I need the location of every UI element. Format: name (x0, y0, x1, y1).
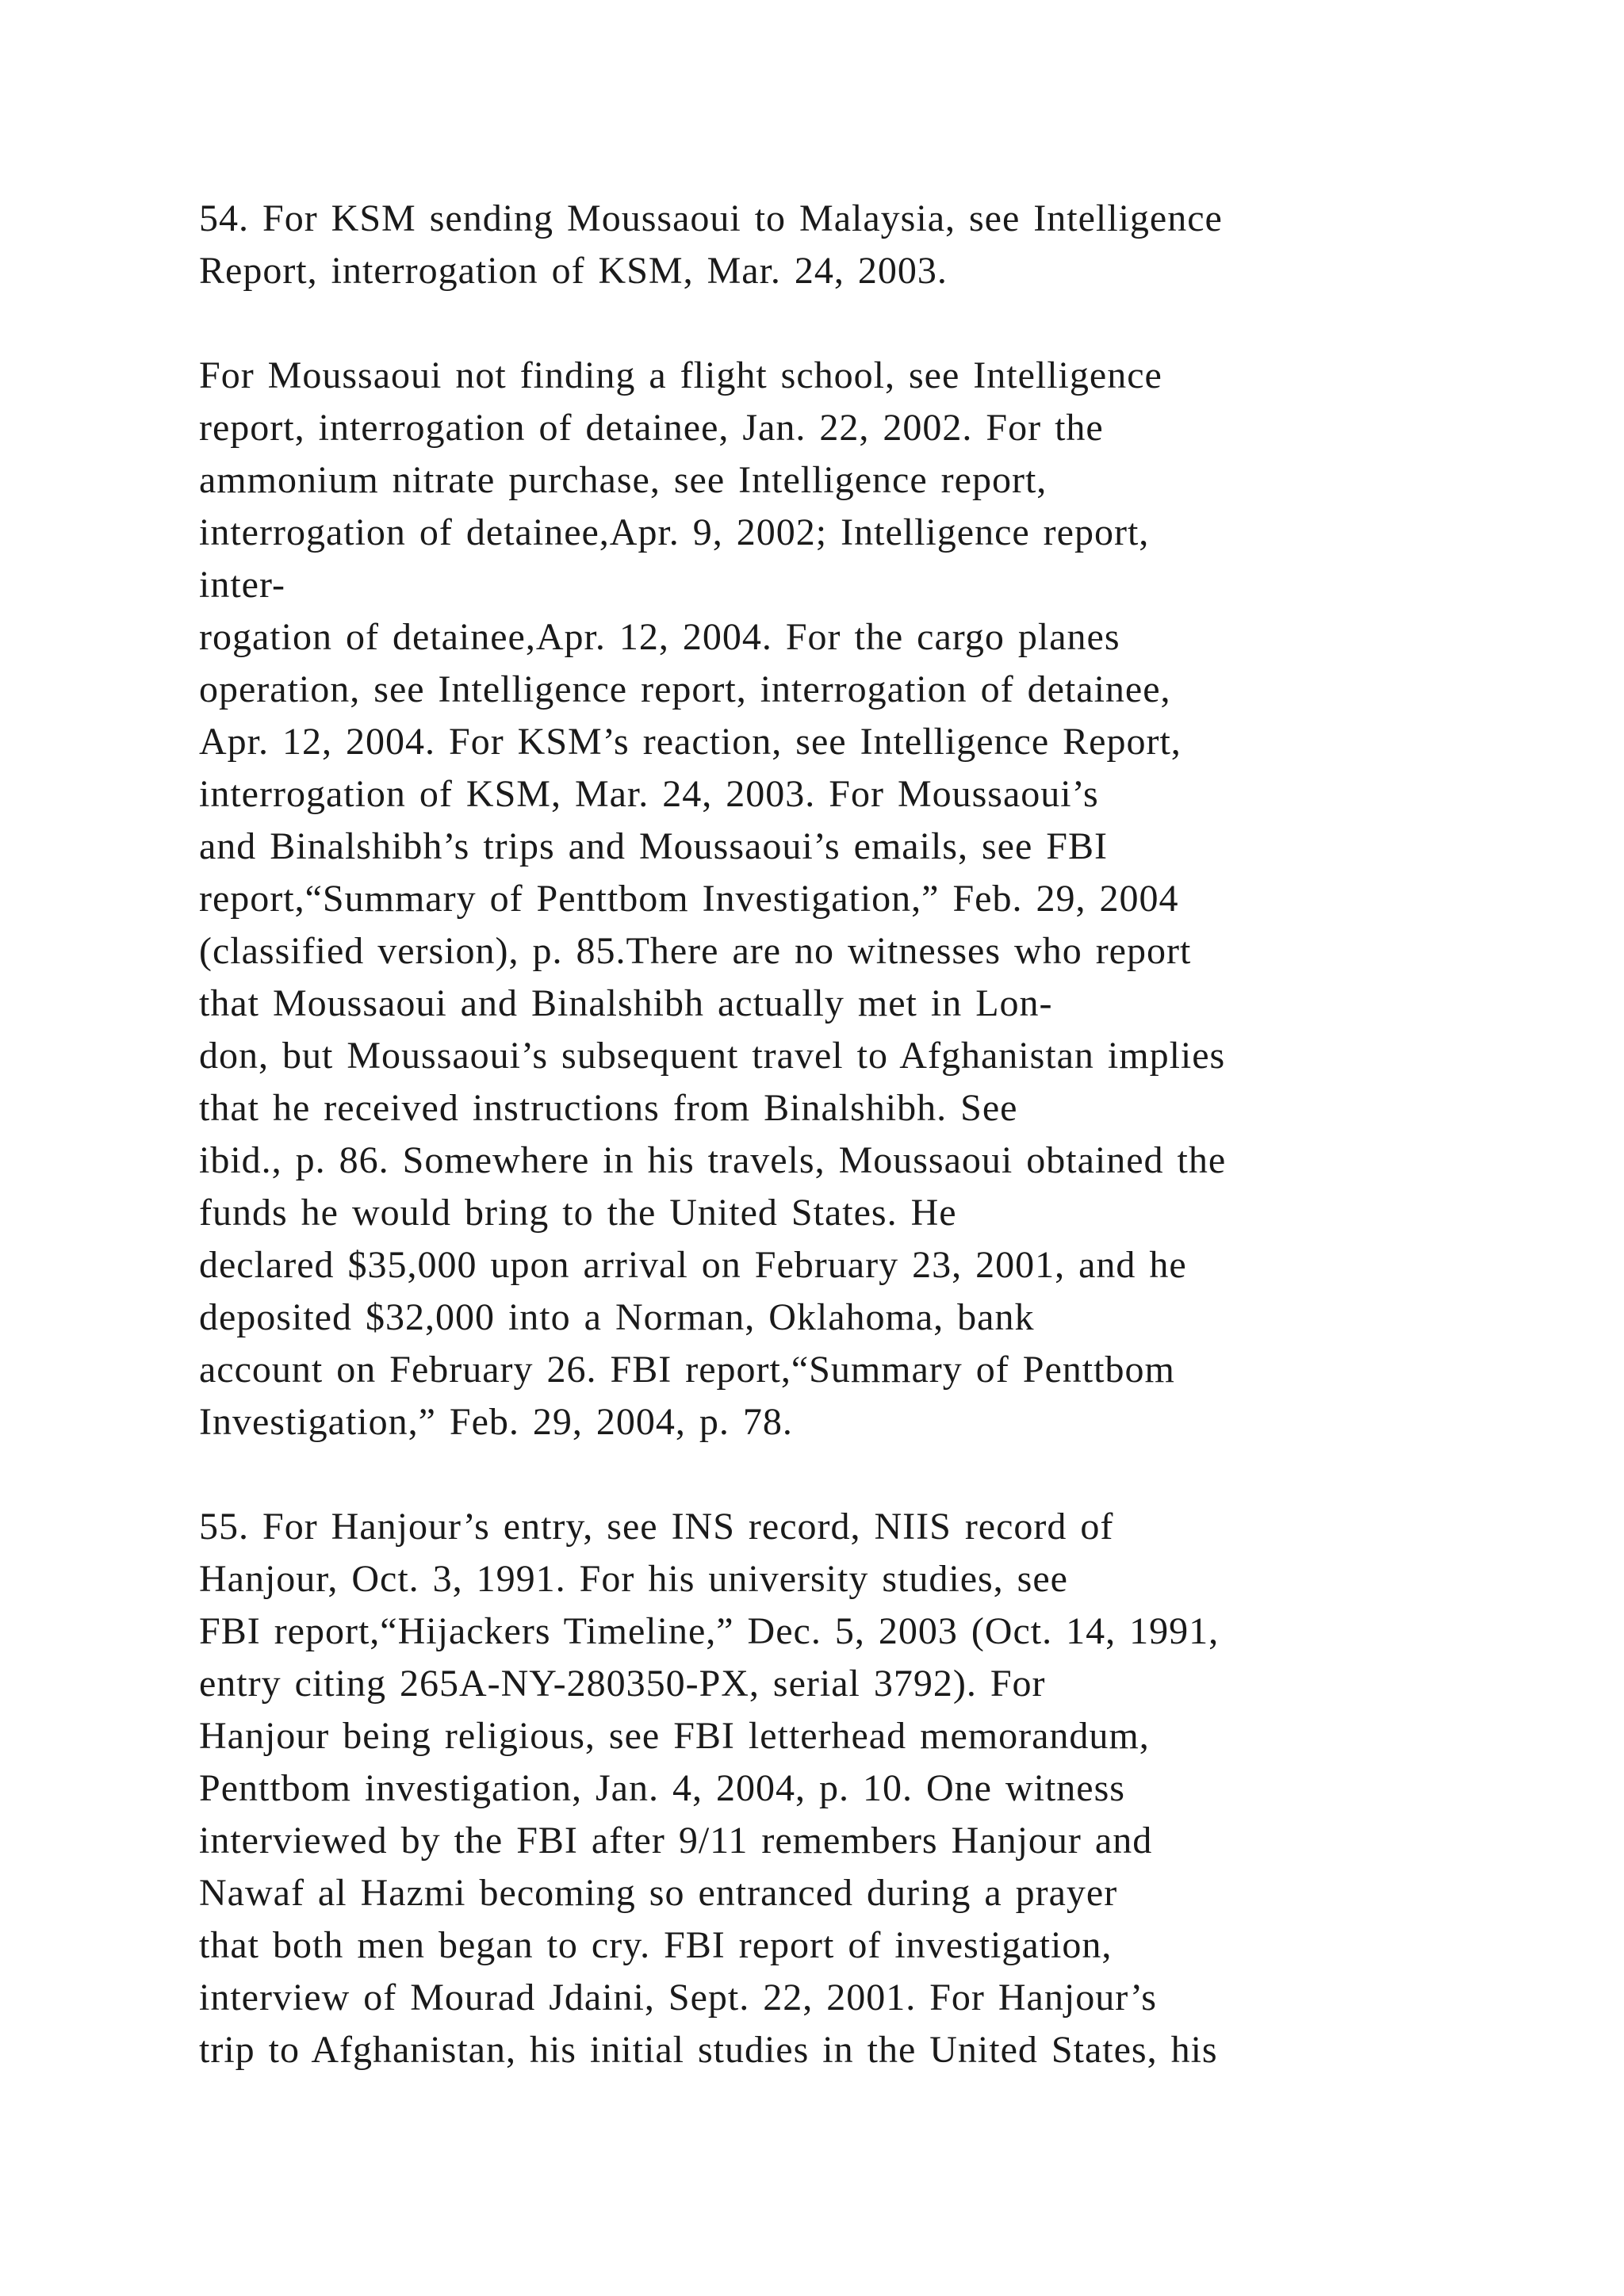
text-line: (classified version), p. 85.There are no witnesses who report (199, 930, 1192, 972)
paragraph-gap (199, 297, 1611, 350)
text-line: operation, see Intelligence report, interrogation of detainee, (199, 668, 1171, 710)
paragraph-gap (199, 1448, 1611, 1501)
text-line: inter- (199, 564, 285, 606)
text-line: that Moussaoui and Binalshibh actually met in Lon- (199, 982, 1053, 1024)
text-line: FBI report,“Hijackers Timeline,” Dec. 5, 2003 (Oct. 14, 1991, (199, 1610, 1220, 1652)
text-line: declared $35,000 upon arrival on February 23, 2001, and he (199, 1244, 1187, 1286)
text-line: Hanjour being religious, see FBI letterhead memorandum, (199, 1715, 1150, 1757)
text-line: account on February 26. FBI report,“Summary of Penttbom (199, 1349, 1175, 1391)
text-line: funds he would bring to the United States. He (199, 1192, 957, 1234)
text-line: Nawaf al Hazmi becoming so entranced during a prayer (199, 1872, 1118, 1914)
text-line: Report, interrogation of KSM, Mar. 24, 2003. (199, 250, 948, 292)
text-line: Hanjour, Oct. 3, 1991. For his university studies, see (199, 1558, 1068, 1600)
text-line: entry citing 265A-NY-280350-PX, serial 3792). For (199, 1663, 1046, 1705)
text-line: interviewed by the FBI after 9/11 remembers Hanjour and (199, 1820, 1153, 1862)
text-line: that he received instructions from Binalshibh. See (199, 1087, 1018, 1129)
text-line: deposited $32,000 into a Norman, Oklahoma, bank (199, 1296, 1035, 1338)
text-line: Apr. 12, 2004. For KSM’s reaction, see Intelligence Report, (199, 721, 1182, 763)
text-line: that both men began to cry. FBI report of investigation, (199, 1924, 1113, 1966)
text-line: interview of Mourad Jdaini, Sept. 22, 2001. For Hanjour’s (199, 1976, 1157, 2019)
text-line: report, interrogation of detainee, Jan. 22, 2002. For the (199, 407, 1104, 449)
text-line: ibid., p. 86. Somewhere in his travels, Moussaoui obtained the (199, 1139, 1227, 1181)
text-line: rogation of detainee,Apr. 12, 2004. For the cargo planes (199, 616, 1120, 658)
text-line: interrogation of detainee,Apr. 9, 2002; Intelligence report, (199, 511, 1150, 553)
text-line: don, but Moussaoui’s subsequent travel to Afghanistan implies (199, 1035, 1226, 1077)
text-line: and Binalshibh’s trips and Moussaoui’s emails, see FBI (199, 825, 1108, 867)
paragraph (199, 1501, 1611, 2076)
text-line: Investigation,” Feb. 29, 2004, p. 78. (199, 1401, 793, 1443)
text-line: ammonium nitrate purchase, see Intelligence report, (199, 459, 1048, 501)
text-line: For Moussaoui not finding a flight school, see Intelligence (199, 354, 1162, 396)
text-line: 55. For Hanjour’s entry, see INS record, NIIS record of (199, 1506, 1114, 1548)
document-body (199, 193, 1611, 2076)
text-line: trip to Afghanistan, his initial studies in the United States, his (199, 2029, 1218, 2071)
text-line: interrogation of KSM, Mar. 24, 2003. For Moussaoui’s (199, 773, 1099, 815)
paragraph (199, 350, 1611, 1448)
text-line: 54. For KSM sending Moussaoui to Malaysia, see Intelligence (199, 197, 1223, 239)
paragraph (199, 193, 1611, 297)
text-line: Penttbom investigation, Jan. 4, 2004, p. 10. One witness (199, 1767, 1125, 1809)
text-line: report,“Summary of Penttbom Investigation,” Feb. 29, 2004 (199, 878, 1179, 920)
